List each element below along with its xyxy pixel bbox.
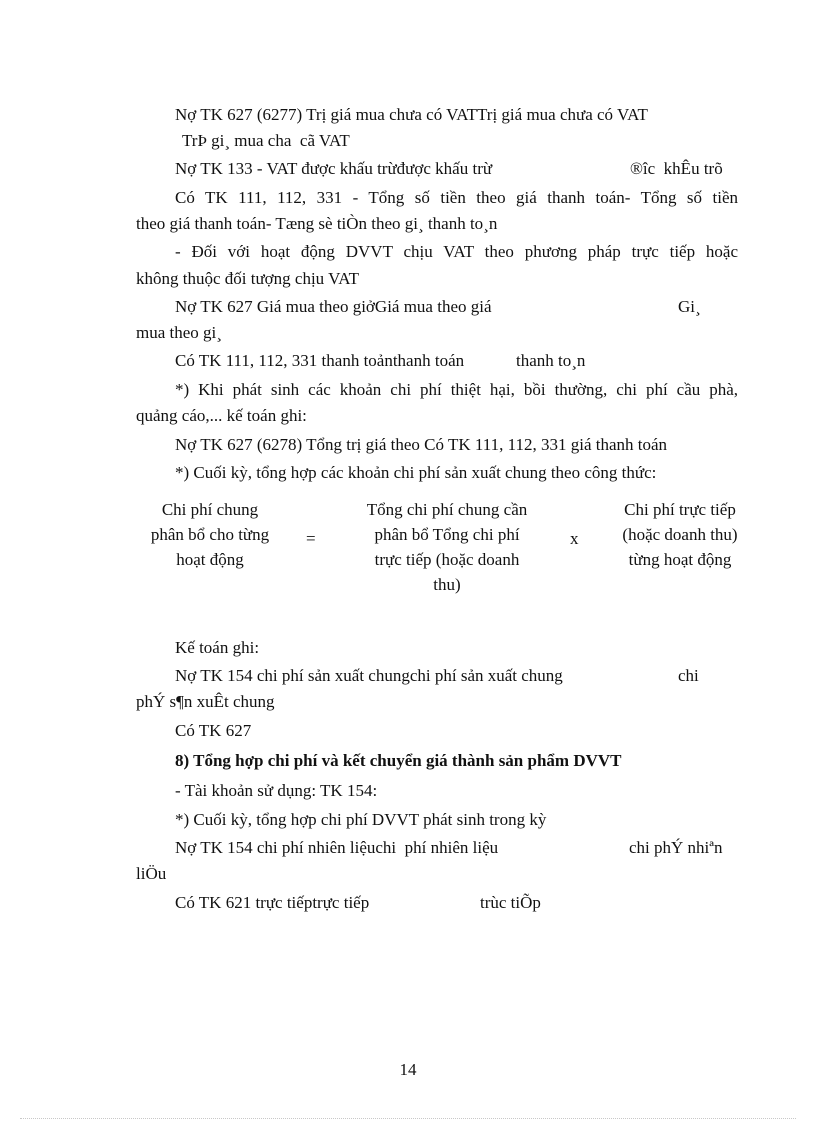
text-line: thanh to¸n: [516, 351, 586, 370]
formula-right: [605, 497, 755, 572]
formula-text: trực tiếp (hoặc doanh: [374, 550, 520, 569]
text-line: chi: [678, 666, 699, 685]
text-line: Có TK 621 trực tiếptrực tiếp: [175, 893, 370, 912]
text-line: không thuộc đối tượng chịu VAT: [136, 269, 359, 288]
text-line: Có TK 111, 112, 331 - Tổng số tiền theo giá thanh toán- Tổng số tiền: [175, 188, 738, 207]
text-line: Nợ TK 627 (6277) Trị giá mua chưa có VATTrị giá mua chưa có VAT: [175, 105, 648, 124]
text-line: Nợ TK 154 chi phí nhiên liệuchi phí nhiên liệu: [175, 838, 499, 857]
text-line: - Đối với hoạt động DVVT chịu VAT theo phương pháp trực tiếp hoặc: [175, 242, 738, 261]
text-line: liÖu: [136, 864, 167, 883]
formula-text: (hoặc doanh thu): [622, 525, 738, 544]
text-line: Nợ TK 627 (6278) Tổng trị giá theo Có TK 111, 112, 331 giá thanh toán: [175, 435, 668, 454]
text-line: mua theo gi¸: [136, 323, 222, 342]
text-line: TrÞ gi¸ mua cha cã VAT: [182, 131, 350, 150]
text-line: *) Khi phát sinh các khoản chi phí thiệt hại, bồi thường, chi phí cầu phà,: [175, 380, 738, 399]
text-line: Có TK 111, 112, 331 thanh toảnthanh toán: [175, 351, 465, 370]
page-number: 14: [399, 1060, 417, 1079]
formula-text: từng hoạt động: [628, 550, 732, 569]
text-line: - Tài khoản sử dụng: TK 154:: [175, 781, 378, 800]
text-line: Nợ TK 133 - VAT được khấu trừđược khấu trừ: [175, 159, 493, 178]
formula-text: hoạt động: [176, 550, 244, 569]
text-line: phÝ s¶n xuÊt chung: [136, 692, 275, 711]
text-line: ®îc khÊu trõ: [630, 159, 723, 178]
formula-text: Tổng chi phí chung cần: [366, 500, 528, 519]
text-line: Nợ TK 627 Giá mua theo giởGiá mua theo giá: [175, 297, 492, 316]
equals-sign: =: [306, 529, 316, 548]
formula-text: phân bổ Tổng chi phí: [374, 525, 520, 544]
text-line: Có TK 627: [175, 721, 252, 740]
text-line: trùc tiÕp: [480, 893, 541, 912]
text-line: *) Cuối kỳ, tổng hợp các khoản chi phí sản xuất chung theo công thức:: [175, 463, 657, 482]
formula-middle: [342, 497, 552, 597]
text-line: Kế toán ghi:: [175, 638, 260, 657]
page-border: [20, 1118, 796, 1119]
text-line: *) Cuối kỳ, tổng hợp chi phí DVVT phát sinh trong kỳ: [175, 810, 547, 829]
text-line: quảng cáo,... kế toán ghi:: [136, 406, 307, 425]
formula-text: Chi phí chung: [161, 500, 259, 519]
text-line: theo giá thanh toán- Tæng sè tiÒn theo gi¸ thanh to¸n: [136, 214, 498, 233]
text-line: Nợ TK 154 chi phí sản xuất chungchi phí sản xuất chung: [175, 666, 563, 685]
text-line: Gi¸: [678, 297, 701, 316]
formula-text: Chi phí trực tiếp: [624, 500, 736, 519]
text-line: chi phÝ nhiªn: [629, 838, 723, 857]
formula-left: [130, 497, 290, 572]
formula-text: thu): [433, 575, 461, 594]
formula-text: phân bổ cho từng: [150, 525, 270, 544]
times-sign: x: [570, 529, 579, 548]
section-heading: 8) Tổng hợp chi phí và kết chuyển giá thành sản phẩm DVVT: [175, 751, 622, 770]
